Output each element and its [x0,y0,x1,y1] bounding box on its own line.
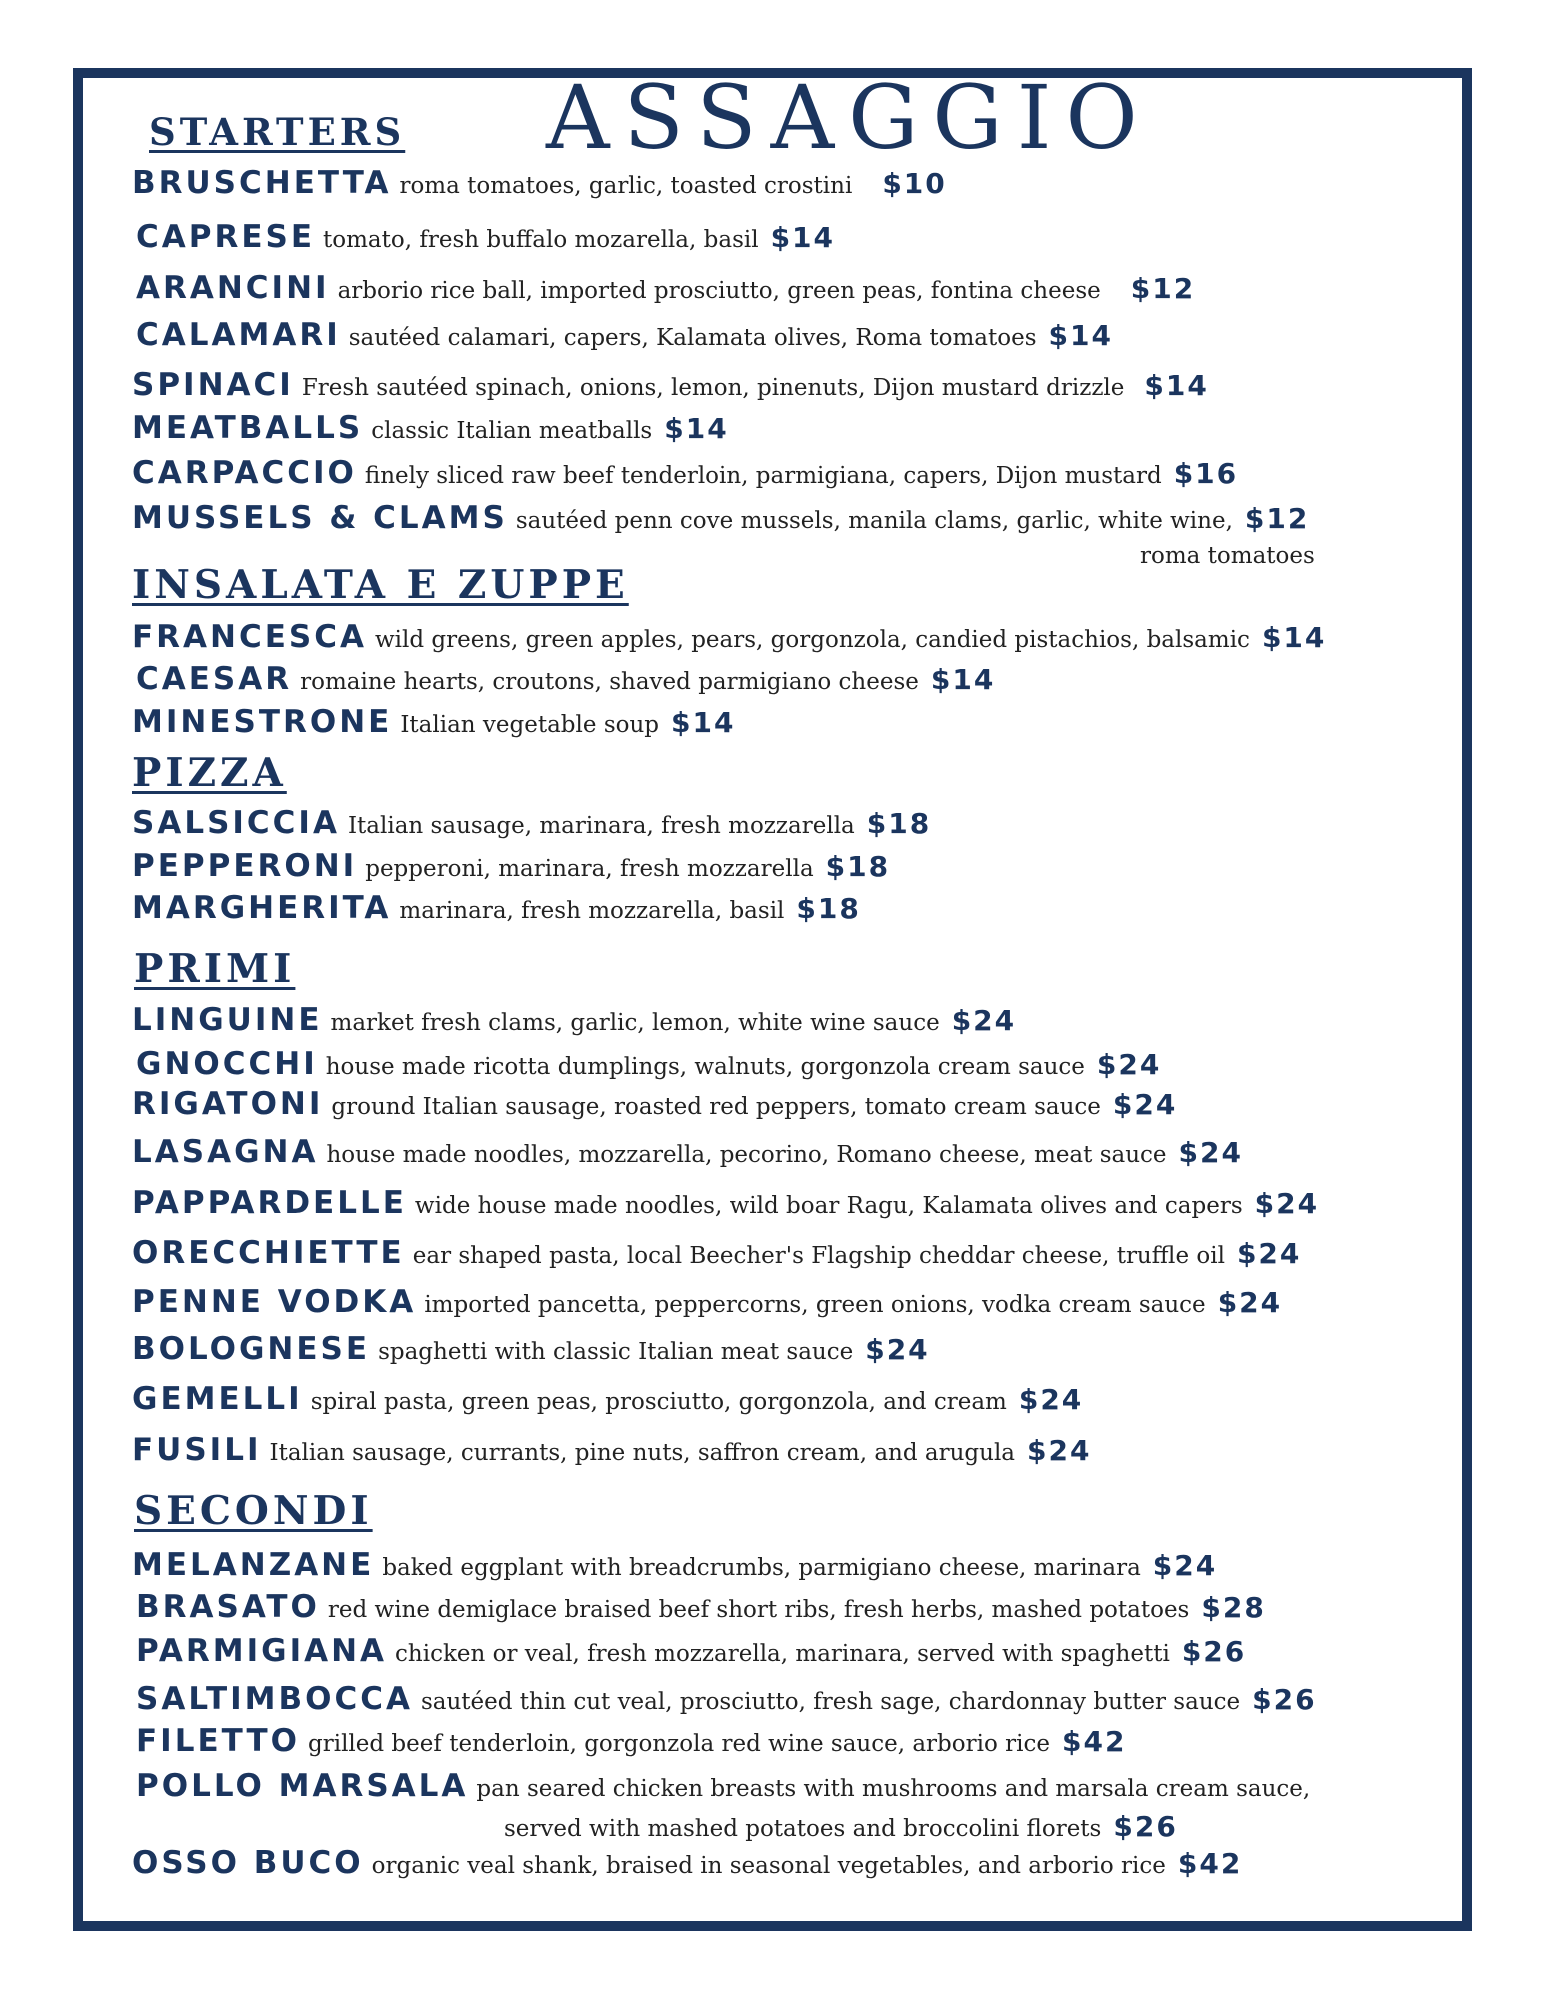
menu-item [132,1185,1320,1221]
item-description: pepperoni, marinara, fresh mozzarella [365,856,814,882]
item-description: roma tomatoes, garlic, toasted crostini [399,173,853,199]
menu-item [132,1002,1017,1038]
menu-item [136,317,1113,353]
menu-item [132,165,947,201]
section-heading-primi: PRIMI [134,946,296,992]
item-price: $24 [951,1004,1017,1037]
menu-item [132,848,891,884]
item-name: SPINACI [132,367,294,403]
item-price: $24 [1152,1549,1218,1582]
menu-item [132,410,729,446]
menu-item [132,704,736,740]
menu-item [132,500,1310,536]
menu-item [136,219,836,255]
item-price: $26 [1113,1810,1178,1843]
item-description: house made ricotta dumplings, walnuts, gorgonzola cream sauce [325,1054,1085,1080]
item-description: tomato, fresh buffalo mozarella, basil [323,227,759,253]
item-name: MINESTRONE [132,704,393,740]
menu-item [132,367,1209,403]
item-price: $24 [1112,1088,1178,1121]
section-heading-starters: STARTERS [149,110,406,154]
item-description: served with mashed potatoes and broccolini florets [504,1816,1102,1842]
menu-item [132,1284,1283,1320]
item-price: $14 [1048,319,1113,352]
menu-item [136,1633,1247,1669]
item-description: Italian sausage, currants, pine nuts, saffron cream, and arugula [269,1440,1016,1466]
item-price: $24 [1027,1434,1092,1467]
item-name: MUSSELS & CLAMS [132,500,508,536]
menu-item [132,805,932,841]
item-price: $26 [1181,1635,1247,1668]
item-name: LINGUINE [132,1002,323,1038]
restaurant-title: ASSAGGIO [546,66,1152,169]
item-description: ground Italian sausage, roasted red peppers, tomato cream sauce [331,1094,1101,1120]
item-name: CALAMARI [136,317,341,353]
item-description-continued [504,1810,1178,1843]
item-description: red wine demiglace braised beef short ribs, fresh herbs, mashed potatoes [327,1597,1190,1623]
item-price: $24 [1254,1187,1320,1220]
item-description: romaine hearts, croutons, shaved parmigiano cheese [300,669,919,695]
menu-item [132,455,1239,491]
item-description: market fresh clams, garlic, lemon, white wine sauce [330,1010,940,1036]
item-name: BRUSCHETTA [132,165,392,201]
item-name: SALSICCIA [132,805,340,841]
item-description: spiral pasta, green peas, prosciutto, gorgonzola, and cream [310,1389,1007,1415]
menu-item [132,1432,1092,1468]
section-heading-insalata: INSALATA E ZUPPE [132,562,629,608]
item-price: $12 [1130,272,1196,305]
item-price: $18 [825,850,891,883]
menu-item [136,1723,1127,1759]
item-description: baked eggplant with breadcrumbs, parmigiano cheese, marinara [382,1555,1141,1581]
menu-item [136,1768,1311,1804]
menu-item [132,1134,1243,1170]
menu-item [132,1086,1178,1122]
menu-item [132,1845,1243,1881]
item-price: $24 [1217,1286,1283,1319]
item-name: ORECCHIETTE [132,1235,405,1271]
item-name: LASAGNA [132,1134,319,1170]
item-name: CAPRESE [136,219,316,255]
item-price: $18 [796,892,861,925]
item-description: ear shaped pasta, local Beecher's Flagship cheddar cheese, truffle oil [412,1243,1225,1269]
item-price: $42 [1061,1725,1127,1758]
item-description: organic veal shank, braised in seasonal vegetables, and arborio rice [371,1853,1166,1879]
item-name: PAPPARDELLE [132,1185,407,1221]
item-name: MARGHERITA [132,890,392,926]
item-description: house made noodles, mozzarella, pecorino, Romano cheese, meat sauce [326,1142,1167,1168]
menu-item [132,1331,930,1367]
item-description: spaghetti with classic Italian meat sauce [378,1339,854,1365]
item-name: FUSILI [132,1432,262,1468]
item-name: GNOCCHI [136,1046,318,1082]
item-price: $18 [866,807,932,840]
item-description: arborio rice ball, imported prosciutto, green peas, fontina cheese [337,278,1101,304]
item-description: chicken or veal, fresh mozzarella, marinara, served with spaghetti [395,1641,1170,1667]
item-description: grilled beef tenderloin, gorgonzola red wine sauce, arborio rice [308,1731,1050,1757]
item-name: PARMIGIANA [136,1633,388,1669]
item-name: PENNE VODKA [132,1284,417,1320]
section-heading-pizza: PIZZA [132,750,287,796]
item-description: wild greens, green apples, pears, gorgonzola, candied pistachios, balsamic [374,627,1250,653]
item-description: finely sliced raw beef tenderloin, parmigiana, capers, Dijon mustard [364,463,1162,489]
item-description: sautéed penn cove mussels, manila clams, garlic, white wine, [515,508,1233,534]
section-heading-secondi: SECONDI [134,1488,373,1534]
item-name: CARPACCIO [132,455,357,491]
item-price: $24 [1096,1048,1162,1081]
menu-item [132,890,861,926]
item-name: POLLO MARSALA [136,1768,469,1804]
menu-item [132,1381,1084,1417]
item-price: $24 [1178,1136,1243,1169]
item-description: sautéed thin cut veal, prosciutto, fresh sage, chardonnay butter sauce [420,1689,1241,1715]
item-price: $14 [671,706,736,739]
item-price: $42 [1177,1847,1243,1880]
item-name: BOLOGNESE [132,1331,371,1367]
menu-item [132,619,1327,655]
item-description: wide house made noodles, wild boar Ragu, Kalamata olives and capers [414,1193,1243,1219]
item-description: marinara, fresh mozzarella, basil [399,898,785,924]
item-description: Italian sausage, marinara, fresh mozzarella [347,813,855,839]
item-price: $14 [1261,621,1327,654]
item-description: Fresh sautéed spinach, onions, lemon, pinenuts, Dijon mustard drizzle [301,375,1125,401]
menu-item [136,270,1196,306]
item-name: BRASATO [136,1589,320,1625]
item-price: $14 [930,663,996,696]
item-description: sautéed calamari, capers, Kalamata olives, Roma tomatoes [348,325,1037,351]
item-description: Italian vegetable soup [400,712,659,738]
menu-item [136,661,996,697]
item-price: $26 [1252,1683,1317,1716]
menu-item [132,1547,1218,1583]
item-price: $16 [1173,457,1239,490]
item-name: SALTIMBOCCA [136,1681,413,1717]
item-name: RIGATONI [132,1086,324,1122]
item-price: $24 [1236,1237,1302,1270]
item-name: GEMELLI [132,1381,303,1417]
menu-item [136,1681,1317,1717]
item-price: $24 [865,1333,930,1366]
item-description: imported pancetta, peppercorns, green onions, vodka cream sauce [424,1292,1206,1318]
item-name: CAESAR [136,661,293,697]
menu-item [136,1589,1266,1625]
item-price: $24 [1018,1383,1084,1416]
item-description: pan seared chicken breasts with mushrooms and marsala cream sauce, [476,1776,1311,1802]
item-price: $28 [1201,1591,1266,1624]
item-name: OSSO BUCO [132,1845,364,1881]
item-name: MEATBALLS [132,410,364,446]
item-description-continued: roma tomatoes [1140,543,1315,569]
item-description: classic Italian meatballs [371,418,653,444]
menu-item [136,1046,1162,1082]
item-price: $14 [664,412,729,445]
item-price: $14 [1144,369,1209,402]
item-price: $12 [1244,502,1310,535]
item-name: PEPPERONI [132,848,358,884]
item-price: $10 [882,167,947,200]
item-name: FRANCESCA [132,619,367,655]
item-name: FILETTO [136,1723,300,1759]
item-price: $14 [770,221,836,254]
item-name: ARANCINI [136,270,330,306]
item-name: MELANZANE [132,1547,375,1583]
menu-item [132,1235,1302,1271]
